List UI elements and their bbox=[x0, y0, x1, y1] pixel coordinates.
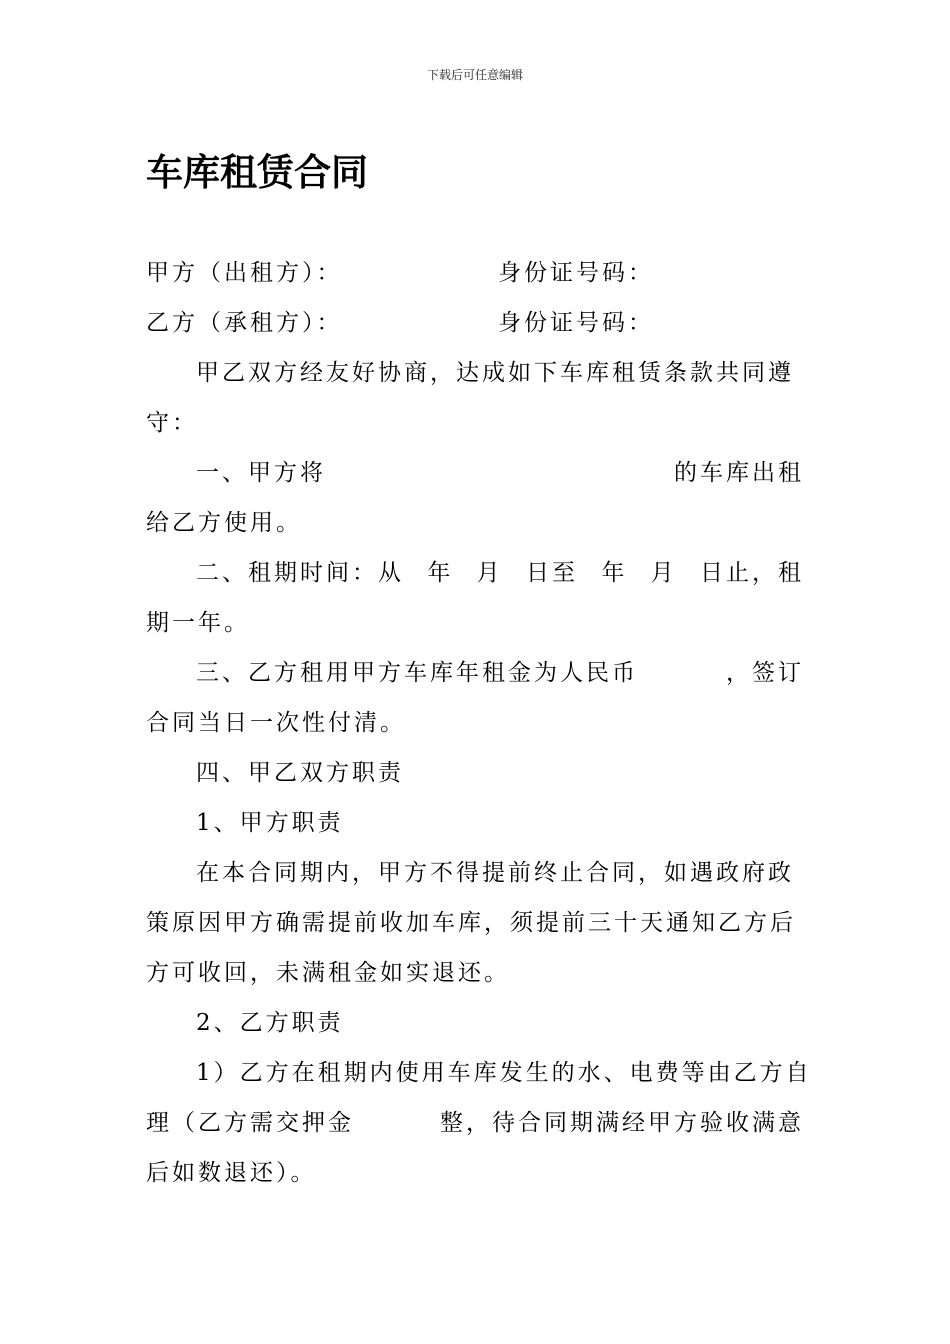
party-a-line bbox=[146, 248, 804, 298]
duty-b-item-1-line-1: 1）乙方在租期内使用车库发生的水、电费等由乙方自 bbox=[196, 1060, 812, 1086]
party-a-label: 甲方（出租方）： bbox=[146, 260, 343, 286]
party-b-id-label: 身份证号码： bbox=[498, 310, 654, 336]
duty-a-line-3: 方可收回，未满租金如实退还。 bbox=[146, 960, 510, 986]
duty-b-item-1-line-2 bbox=[146, 1098, 804, 1148]
clause-1-part-b: 的车库出租 bbox=[674, 460, 804, 486]
duty-b-item-1-part-a: 理（乙方需交押金 bbox=[146, 1110, 354, 1136]
party-b-line bbox=[146, 298, 804, 348]
party-a-id-label: 身份证号码： bbox=[498, 260, 654, 286]
clause-3-line-2: 合同当日一次性付清。 bbox=[146, 710, 406, 736]
contract-body bbox=[146, 248, 812, 1198]
clause-1-part-a: 一、甲方将 bbox=[196, 460, 326, 486]
intro-line-1: 甲乙双方经友好协商，达成如下车库租赁条款共同遵 bbox=[196, 360, 794, 386]
clause-2-part: 年 bbox=[427, 560, 454, 586]
clause-1-line-2: 给乙方使用。 bbox=[146, 510, 302, 536]
clause-3-part-a: 三、乙方租用甲方车库年租金为人民币 bbox=[196, 660, 638, 686]
intro-line-2: 守： bbox=[146, 410, 198, 436]
document-title: 车库租赁合同 bbox=[146, 151, 368, 194]
clause-2-part: 日至 bbox=[525, 560, 578, 586]
clause-1-line-1 bbox=[146, 448, 804, 498]
clause-3-line-1 bbox=[146, 648, 804, 698]
clause-2-part: 年 bbox=[601, 560, 628, 586]
clause-2-line-2: 期一年。 bbox=[146, 610, 250, 636]
header-note: 下载后可任意编辑 bbox=[426, 68, 523, 82]
clause-2-line-1 bbox=[146, 548, 804, 598]
clause-4-heading: 四、甲乙双方职责 bbox=[196, 760, 404, 786]
clause-2-part: 月 bbox=[476, 560, 503, 586]
clause-2-part: 日止，租 bbox=[699, 560, 804, 586]
duty-b-item-1-part-b: 整，待合同期满经甲方验收满意 bbox=[440, 1110, 804, 1136]
duty-b-item-1-line-3: 后如数退还）。 bbox=[146, 1160, 317, 1186]
clause-2-part: 二、租期时间：从 bbox=[196, 560, 404, 586]
duty-a-line-1: 在本合同期内，甲方不得提前终止合同，如遇政府政 bbox=[196, 860, 794, 886]
party-b-label: 乙方（承租方）： bbox=[146, 310, 343, 336]
clause-2-part: 月 bbox=[650, 560, 677, 586]
duty-b-heading: 2、乙方职责 bbox=[196, 1010, 344, 1036]
duty-a-line-2: 策原因甲方确需提前收加车库，须提前三十天通知乙方后 bbox=[146, 910, 796, 936]
duty-a-heading: 1、甲方职责 bbox=[196, 810, 344, 836]
clause-3-part-b: ，签订 bbox=[726, 660, 804, 686]
